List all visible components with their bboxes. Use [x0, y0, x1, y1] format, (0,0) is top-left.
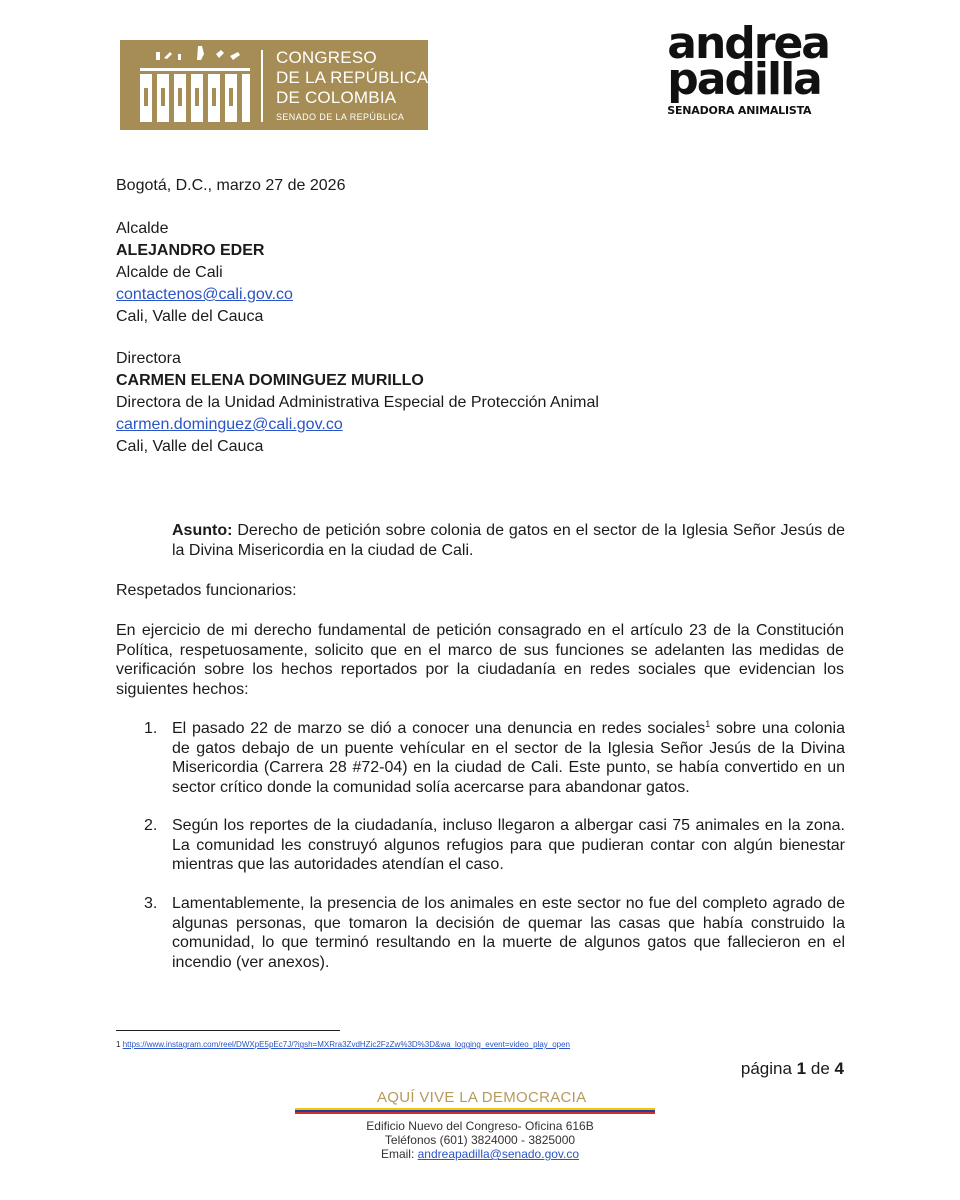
page-total: 4 — [834, 1059, 844, 1078]
place-date: Bogotá, D.C., marzo 27 de 2026 — [116, 177, 346, 194]
footnote — [116, 1040, 570, 1049]
congreso-logo — [120, 40, 428, 130]
fact-item-3: Lamentablemente, la presencia de los animales en este sector no fue del completo agrado de algunas personas, que tomaron la decisión de quemar las casas que había construido la comunidad, lo que terminó resultando en la muerte de algunos gatos que fallecieron en el incendio (ver anexos). — [172, 895, 845, 971]
senator-logo-subtitle: SENADORA ANIMALISTA — [667, 104, 812, 117]
footnote-reference[interactable]: 1 — [705, 719, 711, 729]
recipient-position: Alcalde de Cali — [116, 264, 223, 281]
subject — [172, 521, 845, 560]
congreso-subtitle: SENADO DE LA REPÚBLICA — [276, 112, 405, 122]
page-label: página — [740, 1059, 792, 1078]
subject-text: Derecho de petición sobre colonia de gatos en el sector de la Iglesia Señor Jesús de la Divina Misericordia en la ciudad de Cali. — [172, 522, 846, 559]
subject-label: Asunto: — [172, 522, 233, 539]
footer-slogan: AQUÍ VIVE LA DEMOCRACIA — [377, 1089, 587, 1106]
fact-item-2: Según los reportes de la ciudadanía, incluso llegaron a albergar casi 75 animales en la zona. La comunidad les construyó algunos refugios para que pudieran contar con algún bienestar mientras que las autoridades atendían el caso. — [172, 817, 845, 873]
footnote-separator — [116, 1030, 340, 1031]
recipient-email-link[interactable]: carmen.dominguez@cali.gov.co — [116, 416, 343, 433]
senator-logo — [667, 18, 829, 117]
recipient-title: Alcalde — [116, 220, 169, 237]
fact-number: 3. — [144, 895, 158, 912]
fact-text: sobre una colonia de gatos debajo de un puente vehícular en el sector de la Iglesia Señor Jesús de la Divina Misericordia (Carrera 28 #72-04) en la ciudad de Cali. Este punto, se había convertido en un sector crítico donde la comunidad solía acercarse para abandonar gatos. — [172, 720, 846, 796]
recipient-city: Cali, Valle del Cauca — [116, 308, 264, 325]
footer-email-line — [300, 1147, 660, 1161]
recipient-name: ALEJANDRO EDER — [116, 242, 265, 259]
footnote-number: 1 — [116, 1040, 121, 1049]
fact-item-1 — [172, 719, 845, 797]
salutation: Respetados funcionarios: — [116, 582, 297, 599]
recipient-email-link[interactable]: contactenos@cali.gov.co — [116, 286, 293, 303]
fact-number: 1. — [144, 720, 158, 737]
recipient-position: Directora de la Unidad Administrativa Especial de Protección Animal — [116, 394, 599, 411]
congreso-title-line-3: DE COLOMBIA — [276, 88, 397, 107]
congreso-title-line-1: CONGRESO — [276, 48, 377, 67]
recipient-block-1 — [116, 218, 293, 328]
footer-email-link[interactable]: andreapadilla@senado.gov.co — [417, 1147, 580, 1161]
recipient-block-2 — [116, 348, 599, 458]
page-of: de — [810, 1059, 830, 1078]
fact-number: 2. — [144, 817, 158, 834]
intro-paragraph: En ejercicio de mi derecho fundamental de petición consagrado en el artículo 23 de la Constitución Política, respetuosamente, solicito que en el marco de sus funciones se adelanten las medidas de verificación sobre los hechos reportados por la ciudadanía en redes sociales que evidencian los siguientes hechos: — [116, 622, 844, 698]
footer-phones: Teléfonos (601) 3824000 - 3825000 — [384, 1133, 576, 1147]
colombia-flag-stripe — [295, 1108, 655, 1114]
senator-logo-line-1: andrea — [667, 18, 829, 69]
footer-address: Edificio Nuevo del Congreso- Oficina 616B — [366, 1119, 594, 1133]
fact-text: El pasado 22 de marzo se dió a conocer una denuncia en redes sociales — [172, 720, 706, 737]
recipient-name: CARMEN ELENA DOMINGUEZ MURILLO — [116, 372, 424, 389]
footer-email-label: Email: — [380, 1147, 415, 1161]
page-current: 1 — [796, 1059, 807, 1078]
recipient-city: Cali, Valle del Cauca — [116, 438, 264, 455]
congreso-title-line-2: DE LA REPÚBLICA — [276, 68, 429, 87]
page-number — [741, 1059, 844, 1079]
capitol-building-icon — [120, 40, 262, 130]
recipient-title: Directora — [116, 350, 181, 367]
senator-logo-line-2: padilla — [667, 54, 821, 105]
footnote-link[interactable]: https://www.instagram.com/reel/DWXpE5pEc7J/?igsh=MXRra3ZvdHZic2FzZw%3D%3D&wa_logging_event=video_play_open — [122, 1040, 571, 1049]
